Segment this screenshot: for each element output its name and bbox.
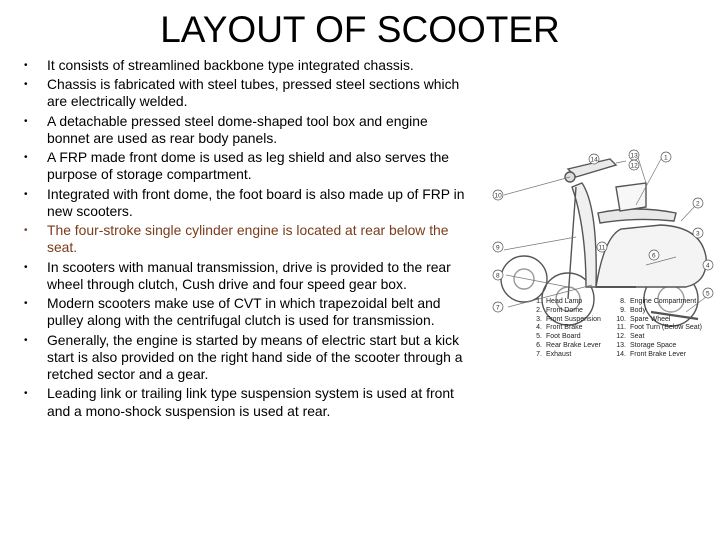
bullet-list bbox=[24, 57, 474, 422]
seat bbox=[598, 209, 676, 223]
callout-label: 1 bbox=[664, 154, 668, 162]
list-item: • In scooters with manual transmission, drive is provided to the rear wheel through clutch, Cush drive and four speed gear box. bbox=[24, 258, 451, 292]
spare-wheel bbox=[501, 256, 547, 302]
callout-label: 5 bbox=[706, 290, 710, 298]
legend-item: 13. Storage Space bbox=[616, 341, 677, 349]
legend-item: 7. Exhaust bbox=[536, 350, 572, 358]
legend-item: 1. Head Lamp bbox=[536, 298, 583, 305]
legend-item: 5. Foot Board bbox=[536, 333, 581, 341]
legend-item: 8. Engine Compartment bbox=[620, 298, 697, 305]
list-item: • Generally, the engine is started by means of electric start but a kick start is also provided on the right hand side of the scooter through a retched sector and a gear. bbox=[24, 331, 463, 383]
callout-label: 6 bbox=[652, 252, 656, 260]
legend-column-left bbox=[528, 298, 601, 360]
callout-label: 9 bbox=[496, 244, 500, 252]
bullet-dot-icon: • bbox=[24, 298, 28, 310]
callout-label: 14 bbox=[590, 156, 598, 164]
legend-item: 9. Body bbox=[620, 306, 646, 314]
legend-item: 10. Spare Wheel bbox=[616, 315, 671, 323]
list-item: • The four-stroke single cylinder engine is located at rear below the seat. bbox=[24, 222, 449, 256]
list-item: • Integrated with front dome, the foot board is also made up of FRP in new scooters. bbox=[24, 185, 465, 219]
bullet-dot-icon: • bbox=[24, 334, 28, 346]
legend-item: 14. Front Brake Lever bbox=[616, 350, 687, 358]
front-suspension bbox=[568, 187, 576, 299]
callout-label: 10 bbox=[494, 192, 502, 200]
bullet-dot-icon: • bbox=[24, 261, 28, 273]
callout-label: 2 bbox=[696, 200, 700, 208]
callout-label: 3 bbox=[696, 230, 700, 238]
bullet-dot-icon: • bbox=[24, 388, 28, 400]
list-item: • A detachable pressed steel dome-shaped tool box and engine bonnet are used as rear body panels. bbox=[24, 112, 428, 146]
list-item: • It consists of streamlined backbone type integrated chassis. bbox=[24, 57, 414, 73]
callout-label: 7 bbox=[496, 304, 500, 312]
legend-item: 3. Front Suspension bbox=[536, 315, 601, 323]
callout-label: 13 bbox=[630, 152, 638, 160]
legend-item: 11. Foot Turn (Below Seat) bbox=[616, 324, 702, 332]
legend-item: 2. Front Dome bbox=[536, 306, 583, 314]
bullet-dot-icon: • bbox=[24, 115, 28, 127]
bullet-dot-icon: • bbox=[24, 225, 28, 237]
legend-item: 4. Front Brake bbox=[536, 324, 583, 332]
callout-label: 11 bbox=[598, 244, 606, 252]
bullet-dot-icon: • bbox=[24, 60, 28, 71]
legend-column-right bbox=[612, 298, 702, 360]
list-item: • Chassis is fabricated with steel tubes, pressed steel sections which are electrically welded. bbox=[24, 76, 460, 110]
page-title: LAYOUT OF SCOOTER bbox=[160, 9, 560, 50]
callout-label: 12 bbox=[630, 162, 638, 170]
list-item: • A FRP made front dome is used as leg shield and also serves the purpose of storage compartment. bbox=[24, 149, 450, 183]
storage-box bbox=[616, 183, 646, 211]
bullet-dot-icon: • bbox=[24, 188, 28, 200]
list-item: • Modern scooters make use of CVT in which trapezoidal belt and pulley along with the centrifugal clutch is used for transmission. bbox=[24, 295, 441, 329]
legend-item: 6. Rear Brake Lever bbox=[536, 341, 601, 349]
bullet-dot-icon: • bbox=[24, 79, 28, 91]
callout-label: 4 bbox=[706, 262, 710, 270]
callout-label: 8 bbox=[496, 272, 500, 280]
legend-item: 12. Seat bbox=[616, 333, 645, 341]
list-item: • Leading link or trailing link type suspension system is used at front and a mono-shock suspension is used at rear. bbox=[24, 385, 454, 419]
bullet-dot-icon: • bbox=[24, 152, 28, 164]
